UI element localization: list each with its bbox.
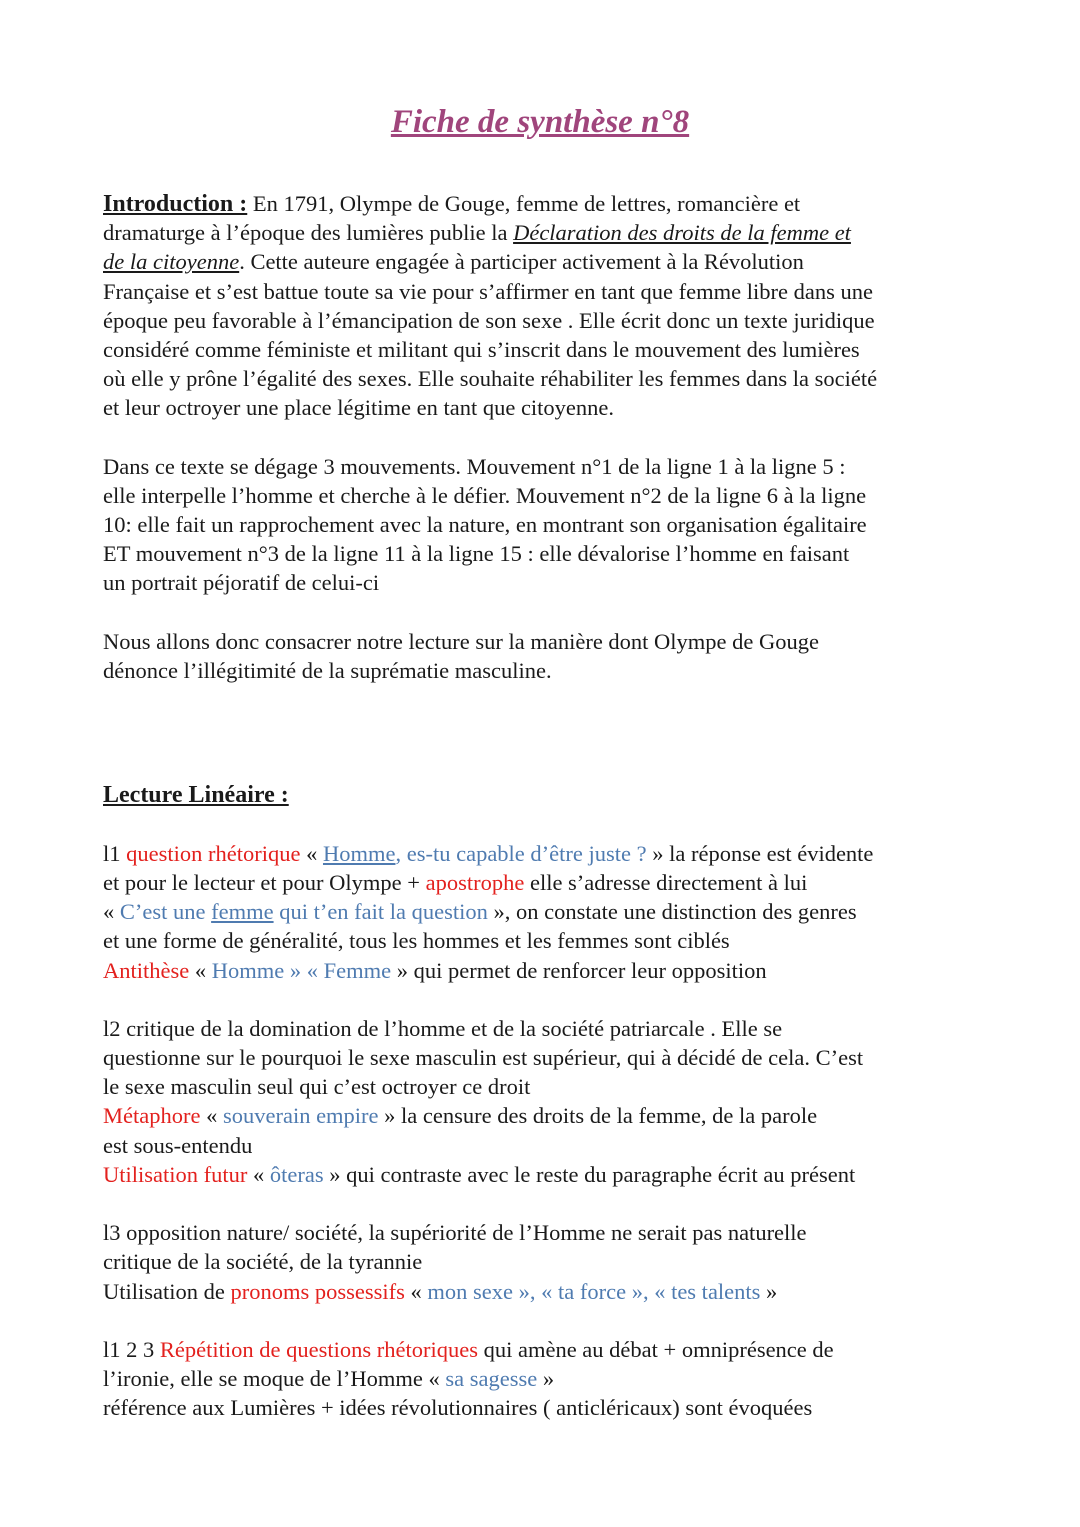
- text-segment: ET mouvement n°3 de la ligne 11 à la ligne 15 : elle dévalorise l’homme en faisant: [103, 541, 850, 567]
- text-segment: Dans ce texte se dégage 3 mouvements. Mouvement n°1 de la ligne 1 à la ligne 5 :: [103, 453, 846, 479]
- text-line: [103, 868, 1003, 897]
- quotation: , es-tu capable d’être juste ?: [395, 840, 647, 866]
- text-line: [103, 539, 1003, 568]
- text-line: [103, 926, 1003, 955]
- figure-of-speech: Antithèse: [103, 957, 190, 983]
- text-segment: et une forme de généralité, tous les hommes et les femmes sont ciblés: [103, 928, 730, 954]
- introduction-paragraph: [103, 189, 1003, 423]
- paragraph-spacer: [103, 1189, 1003, 1218]
- text-segment: et pour le lecteur et pour Olympe +: [103, 869, 426, 895]
- paragraph-spacer: [103, 1306, 1003, 1335]
- figure-of-speech: apostrophe: [425, 869, 525, 895]
- text-line: [103, 189, 1003, 218]
- figure-of-speech: question rhétorique: [126, 840, 301, 866]
- text-segment: critique de la société, de la tyrannie: [103, 1249, 423, 1275]
- quotation: C’est une: [119, 899, 212, 925]
- text-line: [103, 956, 1003, 985]
- text-line: [103, 1393, 1003, 1422]
- text-segment: Nous allons donc consacrer notre lecture sur la manière dont Olympe de Gouge: [103, 628, 820, 654]
- text-line: [103, 306, 1003, 335]
- figure-of-speech: pronoms possessifs: [230, 1278, 405, 1304]
- quotation-emphasis: Homme: [322, 840, 396, 866]
- lecture-heading: [103, 780, 1003, 809]
- figure-of-speech: Utilisation futur: [103, 1161, 248, 1187]
- text-segment: et leur octroyer une place légitime en tant que citoyenne.: [103, 395, 615, 421]
- text-line: [103, 568, 1003, 597]
- text-line: [103, 839, 1003, 868]
- movements-paragraph: [103, 452, 1003, 598]
- quotation: mon sexe », « ta force », « tes talents: [427, 1278, 761, 1304]
- text-line: [103, 1014, 1003, 1043]
- text-line: [103, 510, 1003, 539]
- text-segment: époque peu favorable à l’émancipation de son sexe . Elle écrit donc un texte juridique: [103, 307, 875, 333]
- paragraph-spacer: [103, 685, 1003, 751]
- title-reference: de la citoyenne: [103, 249, 240, 275]
- document-body: [103, 189, 1003, 1423]
- text-segment: 10: elle fait un rapprochement avec la nature, en montrant son organisation égalitaire: [103, 512, 867, 538]
- figure-of-speech: Métaphore: [103, 1103, 201, 1129]
- heading-text: Lecture Linéaire :: [103, 782, 289, 809]
- lines-1-2-3-analysis: [103, 1335, 1003, 1423]
- title-reference: Déclaration des droits de la femme et: [513, 220, 851, 246]
- figure-of-speech: Répétition de questions rhétoriques: [159, 1336, 478, 1362]
- quotation: qui t’en fait la question: [273, 899, 488, 925]
- text-segment: où elle y prône l’égalité des sexes. Elle souhaite réhabiliter les femmes dans la société: [103, 366, 878, 392]
- problematic-paragraph: [103, 627, 1003, 685]
- text-line: [103, 1101, 1003, 1130]
- text-segment: Utilisation de: [103, 1278, 231, 1304]
- text-segment: » la réponse est évidente: [646, 840, 874, 866]
- text-line: [103, 1277, 1003, 1306]
- text-segment: Française et s’est battue toute sa vie pour s’affirmer en tant que femme libre dans une: [103, 278, 873, 304]
- text-segment: En 1791, Olympe de Gouge, femme de lettres, romancière et: [247, 191, 801, 216]
- text-segment: qui amène au débat + omniprésence de: [477, 1336, 834, 1362]
- paragraph-spacer: [103, 985, 1003, 1014]
- text-line: [103, 481, 1003, 510]
- text-segment: »: [760, 1278, 778, 1304]
- document-title: Fiche de synthèse n°8: [390, 104, 690, 140]
- text-segment: «: [189, 957, 212, 983]
- text-segment: considéré comme féministe et militant qui s’inscrit dans le mouvement des lumières: [103, 336, 860, 362]
- text-segment: l1 2 3: [103, 1336, 160, 1362]
- text-segment: », on constate une distinction des genres: [487, 899, 857, 925]
- text-line: [103, 1043, 1003, 1072]
- text-segment: elle interpelle l’homme et cherche à le défier. Mouvement n°2 de la ligne 6 à la ligne: [103, 482, 867, 508]
- text-segment: «: [200, 1103, 223, 1129]
- quotation: sa sagesse: [445, 1366, 538, 1392]
- text-segment: l2 critique de la domination de l’homme et de la société patriarcale . Elle se: [103, 1015, 783, 1041]
- text-segment: » qui contraste avec le reste du paragraphe écrit au présent: [323, 1161, 856, 1187]
- text-line: [103, 1218, 1003, 1247]
- text-line: [103, 627, 1003, 656]
- text-segment: «: [300, 840, 323, 866]
- line-2-analysis: [103, 1014, 1003, 1189]
- text-segment: l’ironie, elle se moque de l’Homme «: [103, 1366, 446, 1392]
- quotation-emphasis: femme: [211, 899, 274, 925]
- text-segment: «: [404, 1278, 428, 1304]
- text-segment: «: [247, 1161, 270, 1187]
- paragraph-spacer: [103, 598, 1003, 627]
- text-segment: questionne sur le pourquoi le sexe masculin est supérieur, qui à décidé de cela. C’est: [103, 1045, 864, 1071]
- heading-text: Introduction :: [103, 191, 248, 217]
- text-segment: . Cette auteure engagée à participer activement à la Révolution: [239, 249, 804, 275]
- text-line: [103, 656, 1003, 685]
- text-line: [103, 393, 1003, 422]
- line-1-analysis: [103, 839, 1003, 985]
- line-3-analysis: [103, 1218, 1003, 1306]
- text-line: [103, 277, 1003, 306]
- paragraph-spacer: [103, 810, 1003, 839]
- text-line: [103, 780, 1003, 809]
- text-segment: est sous-entendu: [103, 1132, 253, 1158]
- text-segment: dramaturge à l’époque des lumières publie la: [103, 220, 514, 246]
- text-line: [103, 1072, 1003, 1101]
- paragraph-spacer: [103, 751, 1003, 780]
- text-segment: » qui permet de renforcer leur opposition: [391, 957, 767, 983]
- text-segment: elle s’adresse directement à lui: [524, 869, 808, 895]
- text-line: [103, 1247, 1003, 1276]
- text-segment: l1: [103, 840, 127, 866]
- text-segment: »: [537, 1366, 555, 1392]
- text-line: [103, 897, 1003, 926]
- text-line: [103, 452, 1003, 481]
- text-segment: » la censure des droits de la femme, de la parole: [378, 1103, 818, 1129]
- quotation: Homme » « Femme: [211, 957, 392, 983]
- text-line: [103, 247, 1003, 276]
- text-line: [103, 335, 1003, 364]
- text-line: [103, 364, 1003, 393]
- text-line: [103, 1364, 1003, 1393]
- quotation: ôteras: [269, 1161, 324, 1187]
- text-line: [103, 1160, 1003, 1189]
- text-line: [103, 1335, 1003, 1364]
- paragraph-spacer: [103, 423, 1003, 452]
- text-segment: l3 opposition nature/ société, la supériorité de l’Homme ne serait pas naturelle: [103, 1220, 807, 1246]
- text-line: [103, 1131, 1003, 1160]
- text-segment: un portrait péjoratif de celui-ci: [103, 570, 380, 596]
- text-segment: référence aux Lumières + idées révolutionnaires ( anticléricaux) sont évoquées: [103, 1395, 813, 1421]
- text-segment: «: [103, 899, 120, 925]
- quotation: souverain empire: [222, 1103, 379, 1129]
- text-segment: dénonce l’illégitimité de la suprématie masculine.: [103, 658, 552, 683]
- text-line: [103, 218, 1003, 247]
- text-segment: le sexe masculin seul qui c’est octroyer ce droit: [103, 1074, 531, 1100]
